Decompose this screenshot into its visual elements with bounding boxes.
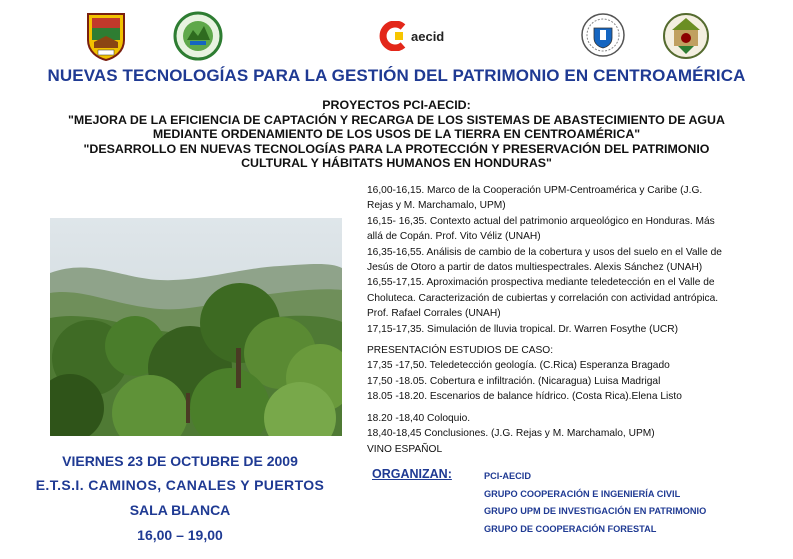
schedule-line: Prof. Rafael Corrales (UNAH) — [367, 308, 501, 320]
organizers-label: ORGANIZAN: — [372, 467, 452, 481]
municipal-shield-logo — [84, 10, 128, 62]
schedule-line: allá de Copán. Prof. Vito Véliz (UNAH) — [367, 231, 541, 243]
schedule-line: 18.20 -18,40 Coloquio. — [367, 412, 471, 424]
projects-heading: PROYECTOS PCI-AECID: — [322, 98, 471, 112]
organizers-list — [484, 468, 706, 538]
schedule-line: 17,15-17,35. Simulación de lluvia tropical. Dr. Warren Fosythe (UCR) — [367, 323, 679, 335]
project-1-line-2: MEDIANTE ORDENAMIENTO DE LOS USOS DE LA TIERRA EN CENTROAMÉRICA" — [152, 127, 641, 142]
event-venue: E.T.S.I. CAMINOS, CANALES Y PUERTOS — [35, 477, 325, 493]
schedule-line: VINO ESPAÑOL — [367, 443, 443, 455]
project-1-line-1: "MEJORA DE LA EFICIENCIA DE CAPTACIÓN Y RECARGA DE LOS SISTEMAS DE ABASTECIMIENTO DE AGUA — [68, 112, 725, 127]
project-2-line-2: CULTURAL Y HÁBITATS HUMANOS EN HONDURAS" — [241, 156, 552, 171]
upm-seal-logo — [580, 10, 626, 60]
projects-block — [20, 98, 773, 171]
forestry-seal-logo — [662, 10, 710, 62]
project-2-line-1: "DESARROLLO EN NUEVAS TECNOLOGÍAS PARA LA PROTECCIÓN Y PRESERVACIÓN DEL PATRIMONIO — [83, 141, 710, 156]
case-studies-heading: PRESENTACIÓN ESTUDIOS DE CASO: — [367, 345, 554, 357]
organizer-item: PCI-AECID — [484, 471, 531, 481]
organizer-item: GRUPO UPM DE INVESTIGACIÓN EN PATRIMONIO — [484, 506, 707, 517]
event-room: SALA BLANCA — [129, 502, 231, 518]
event-date: VIERNES 23 DE OCTUBRE DE 2009 — [62, 453, 298, 469]
schedule-line: 17,35 -17,50. Teledetección geología. (C.Rica) Esperanza Bragado — [367, 360, 670, 372]
forest-landscape-photo — [50, 218, 342, 436]
aecid-logo — [378, 18, 444, 54]
event-time: 16,00 – 19,00 — [137, 527, 223, 543]
schedule-line: 16,15- 16,35. Contexto actual del patrimonio arqueológico en Honduras. Más — [367, 215, 715, 227]
organizer-item: GRUPO DE COOPERACIÓN FORESTAL — [484, 523, 657, 534]
schedule-line: 18,40-18,45 Conclusiones. (J.G. Rejas y M. Marchamalo, UPM) — [367, 428, 655, 440]
unah-seal-logo — [173, 10, 223, 62]
main-title: NUEVAS TECNOLOGÍAS PARA LA GESTIÓN DEL PATRIMONIO EN CENTROAMÉRICA — [47, 66, 746, 85]
schedule-line: 16,35-16,55. Análisis de cambio de la cobertura y usos del suelo en el Valle de — [367, 246, 722, 258]
schedule-line: Rejas y M. Marchamalo, UPM) — [367, 200, 506, 212]
aecid-c-icon — [378, 21, 408, 51]
schedule-line: 17,50 -18.05. Cobertura e infiltración. (Nicaragua) Luisa Madrigal — [367, 375, 661, 387]
aecid-logo-text: aecid — [411, 28, 445, 44]
schedule-line: 16,55-17,15. Aproximación prospectiva mediante teledetección en el Valle de — [367, 277, 715, 289]
schedule-line: Choluteca. Caracterización de cubiertas y correlación con actividad antrópica. — [367, 292, 719, 304]
organizer-item: GRUPO COOPERACIÓN E INGENIERÍA CIVIL — [484, 488, 681, 499]
schedule-line: 18.05 -18.20. Escenarios de balance hídrico. (Costa Rica).Elena Listo — [367, 391, 682, 403]
schedule-line: 16,00-16,15. Marco de la Cooperación UPM-Centroamérica y Caribe (J.G. — [367, 185, 703, 196]
schedule-line: Jesús de Otoro a partir de datos multiespectrales. Alexis Sánchez (UNAH) — [367, 262, 703, 274]
schedule — [367, 183, 779, 457]
